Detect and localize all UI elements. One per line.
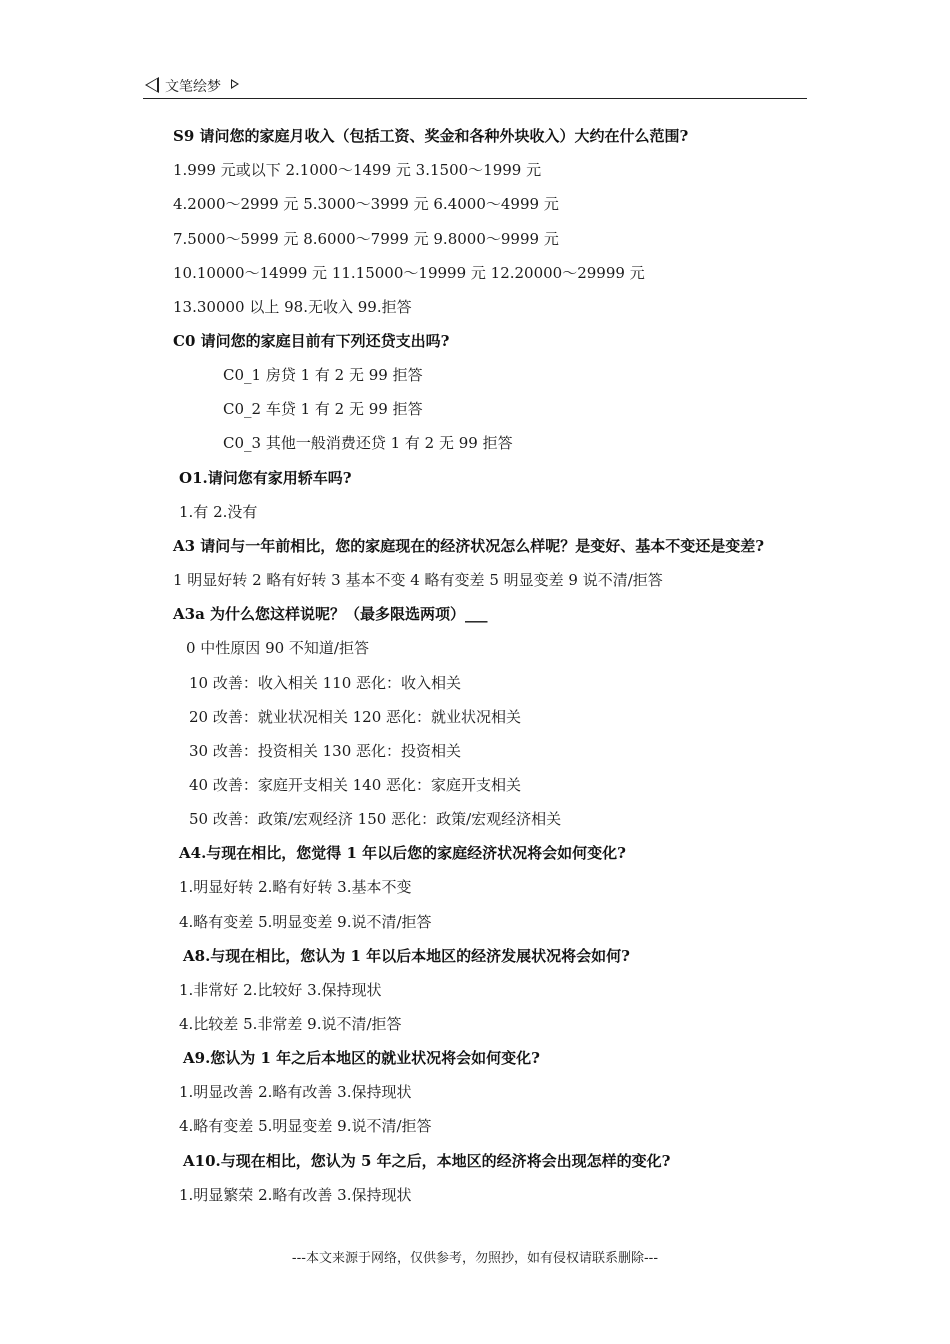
option-line: 7.5000～5999 元 8.6000～7999 元 9.8000～9999 元 (173, 230, 559, 248)
option-line: 1.非常好 2.比较好 3.保持现状 (179, 981, 382, 999)
option-line: 50 改善：政策/宏观经济 150 恶化：政策/宏观经济相关 (189, 810, 562, 828)
option-line: 1.明显好转 2.略有好转 3.基本不变 (179, 878, 412, 896)
footer-disclaimer: ---本文来源于网络，仅供参考，勿照抄，如有侵权请联系删除--- (291, 1251, 659, 1266)
option-line: 1 明显好转 2 略有好转 3 基本不变 4 略有变差 5 明显变差 9 说不清/拒答 (173, 571, 663, 589)
question-a4: A4.与现在相比，您觉得 1 年以后您的家庭经济状况将会如何变化? (179, 844, 626, 862)
option-line: C0_3 其他一般消费还贷 1 有 2 无 99 拒答 (223, 434, 513, 452)
option-line: 10 改善：收入相关 110 恶化：收入相关 (189, 674, 462, 692)
header-brand: 文笔绘梦 (165, 79, 221, 95)
option-line: 1.明显繁荣 2.略有改善 3.保持现状 (179, 1186, 412, 1204)
question-s9: S9 请问您的家庭月收入（包括工资、奖金和各种外块收入）大约在什么范围? (173, 127, 689, 145)
question-a3a: A3a 为什么您这样说呢？（最多限选两项）___ (173, 605, 488, 623)
option-line: 4.比较差 5.非常差 9.说不清/拒答 (179, 1015, 402, 1033)
option-line: 13.30000 以上 98.无收入 99.拒答 (173, 298, 412, 316)
page-header (143, 74, 807, 99)
option-line: 40 改善：家庭开支相关 140 恶化：家庭开支相关 (189, 776, 522, 794)
triangle-right-icon (231, 79, 239, 89)
option-line: 1.明显改善 2.略有改善 3.保持现状 (179, 1083, 412, 1101)
option-line: 4.2000～2999 元 5.3000～3999 元 6.4000～4999 元 (173, 195, 559, 213)
question-o1: O1.请问您有家用轿车吗? (179, 469, 352, 487)
question-a8: A8.与现在相比，您认为 1 年以后本地区的经济发展状况将会如何? (183, 947, 630, 965)
triangle-left-icon (145, 77, 159, 93)
option-line: 20 改善：就业状况相关 120 恶化：就业状况相关 (189, 708, 522, 726)
question-c0: C0 请问您的家庭目前有下列还贷支出吗? (173, 332, 450, 350)
option-line: 0 中性原因 90 不知道/拒答 (186, 639, 369, 657)
option-line: 4.略有变差 5.明显变差 9.说不清/拒答 (179, 1117, 432, 1135)
option-line: C0_1 房贷 1 有 2 无 99 拒答 (223, 366, 423, 384)
option-line: 10.10000～14999 元 11.15000～19999 元 12.20000～29999 元 (173, 264, 645, 282)
option-line: 1.有 2.没有 (179, 503, 258, 521)
option-line: 1.999 元或以下 2.1000～1499 元 3.1500～1999 元 (173, 161, 542, 179)
option-line: C0_2 车贷 1 有 2 无 99 拒答 (223, 400, 423, 418)
option-line: 4.略有变差 5.明显变差 9.说不清/拒答 (179, 913, 432, 931)
question-a9: A9.您认为 1 年之后本地区的就业状况将会如何变化? (183, 1049, 540, 1067)
option-line: 30 改善：投资相关 130 恶化：投资相关 (189, 742, 462, 760)
question-a10: A10.与现在相比，您认为 5 年之后，本地区的经济将会出现怎样的变化? (183, 1152, 671, 1170)
question-a3: A3 请问与一年前相比，您的家庭现在的经济状况怎么样呢？是变好、基本不变还是变差? (173, 537, 765, 555)
